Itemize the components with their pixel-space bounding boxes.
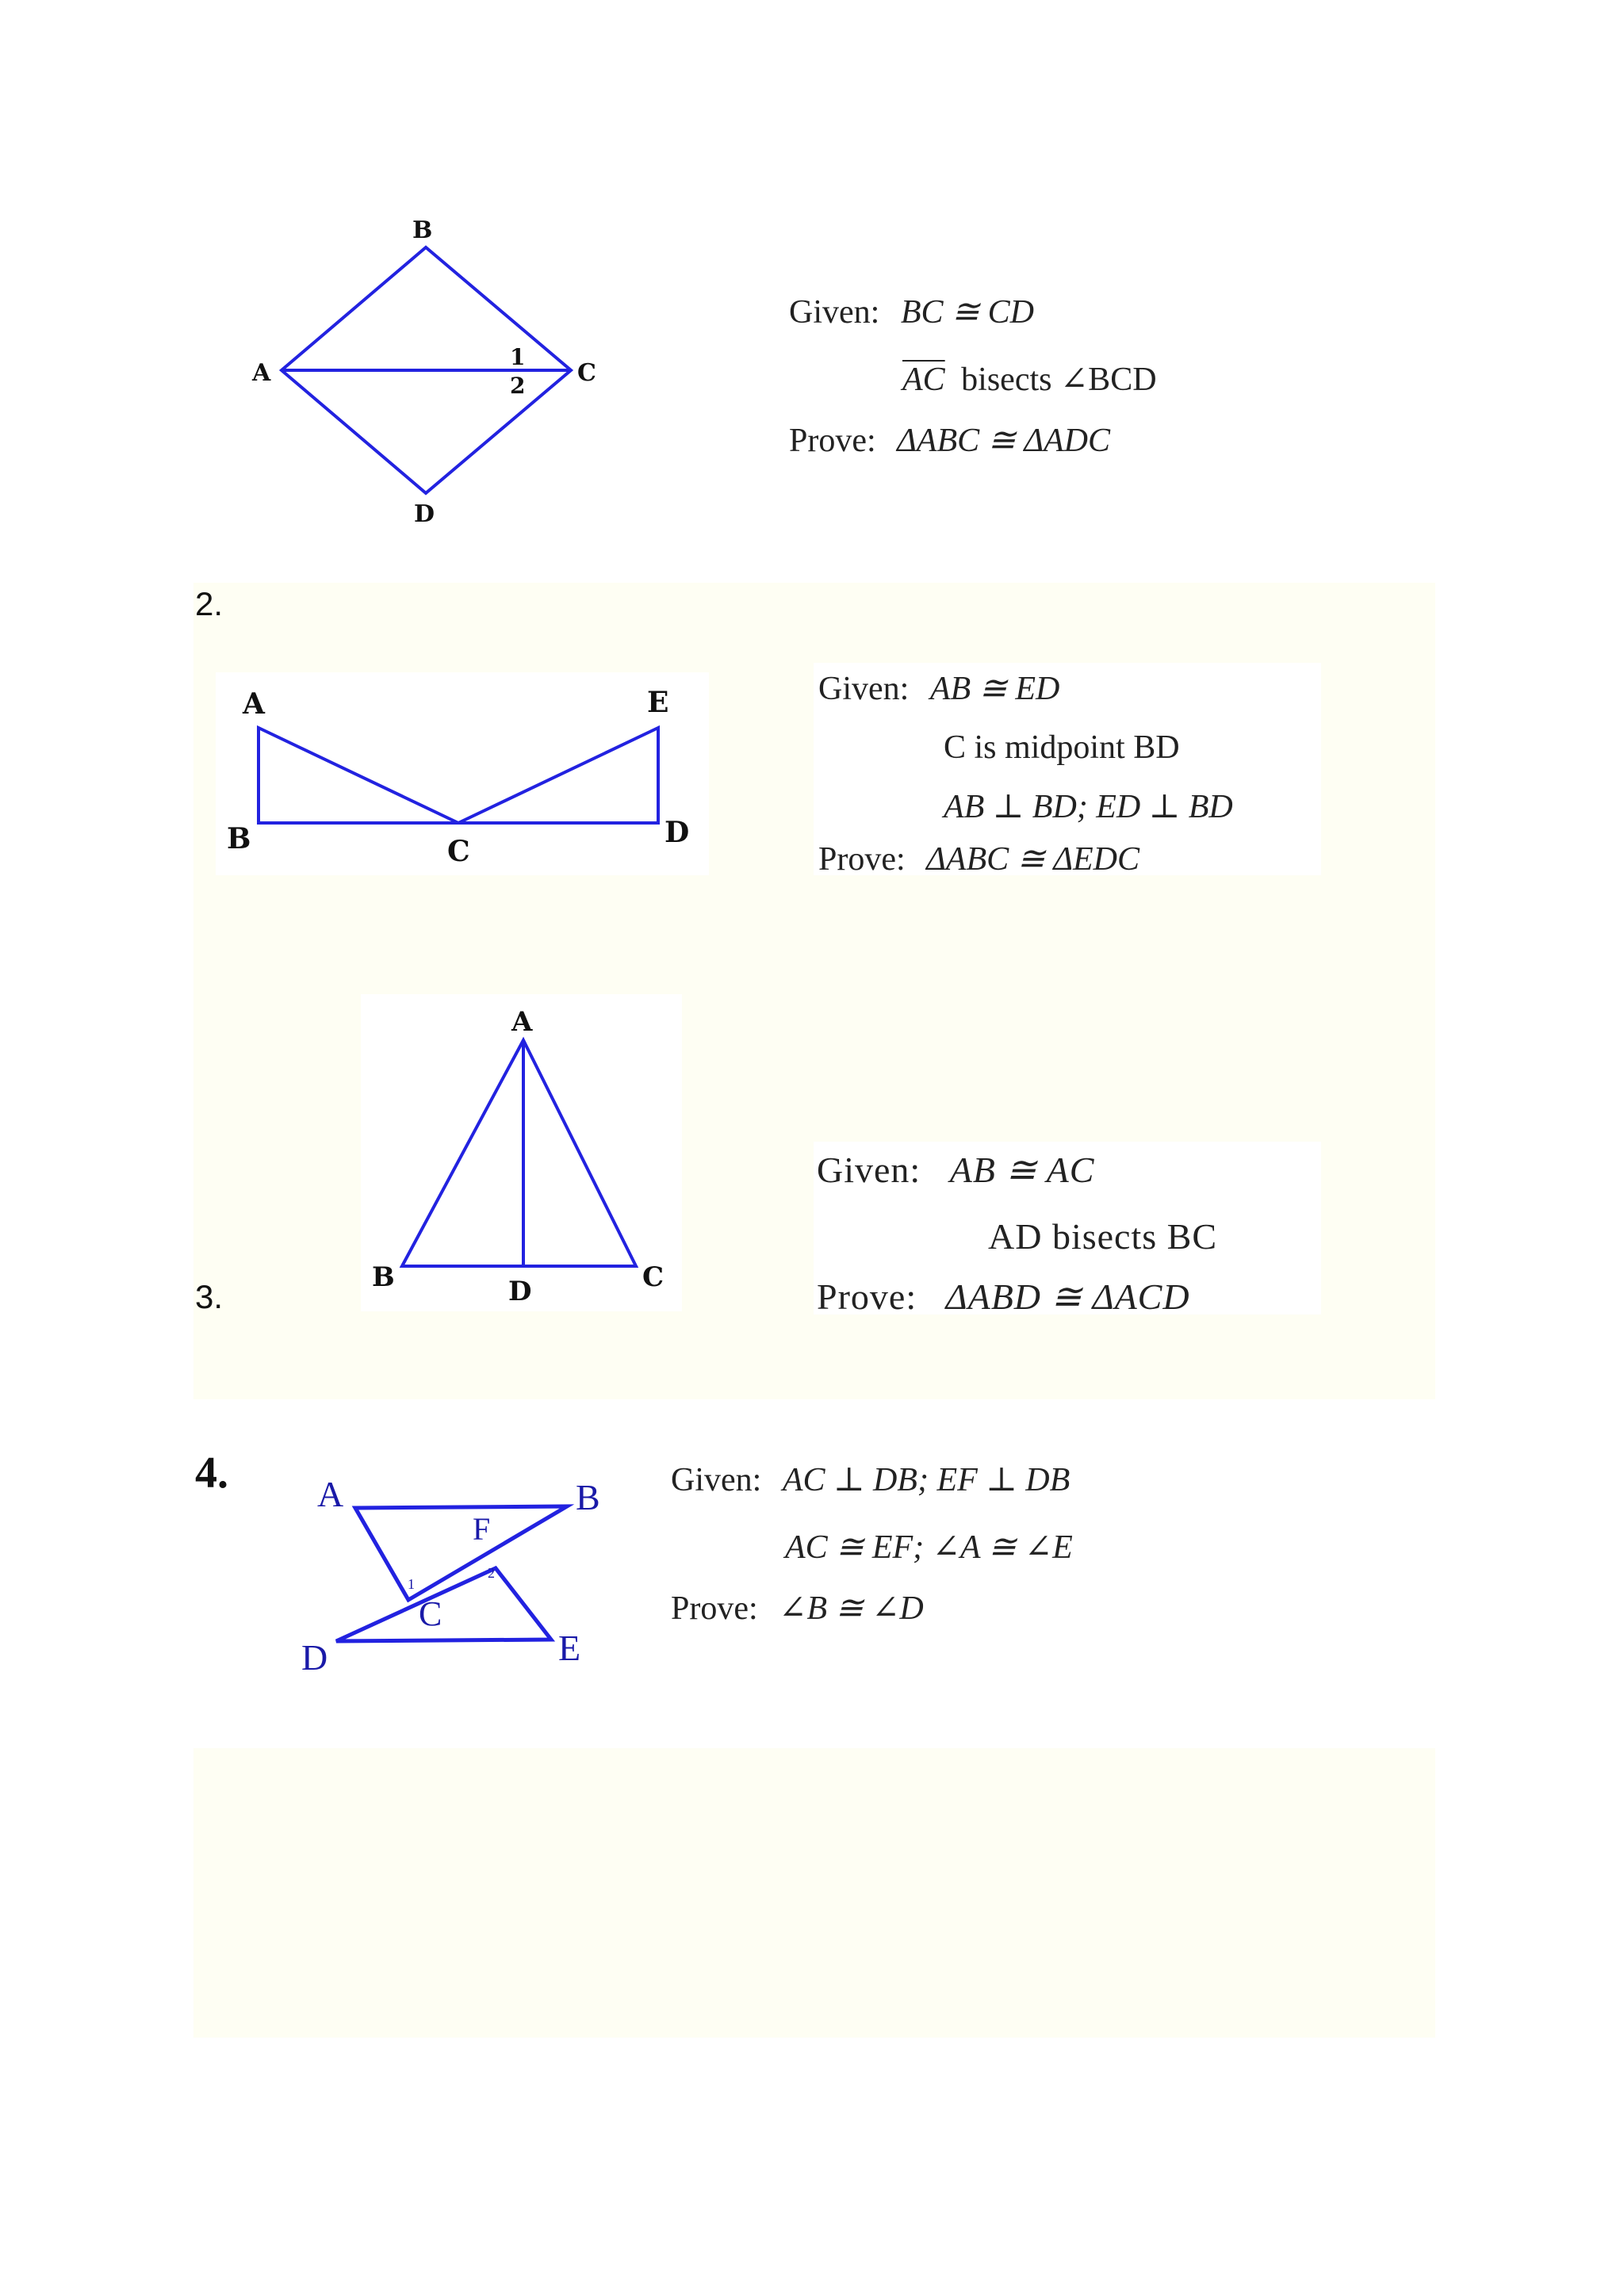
given-label: Given: bbox=[818, 671, 910, 707]
triangle-abc bbox=[259, 728, 458, 823]
figure-2-triangles bbox=[216, 672, 709, 875]
given-line-1: AB ≅ AC bbox=[949, 1150, 1095, 1190]
vertex-label-d: D bbox=[301, 1637, 328, 1678]
vertex-label-c: C bbox=[577, 359, 596, 387]
angle-label-2: 2 bbox=[488, 1565, 495, 1581]
vertex-label-c: C bbox=[447, 835, 470, 868]
vertex-label-d: D bbox=[665, 816, 690, 849]
given-line-2: AC ≅ EF; ∠A ≅ ∠E bbox=[785, 1529, 1073, 1566]
prove-statement: ΔABC ≅ ΔADC bbox=[897, 423, 1110, 459]
vertex-label-a: A bbox=[511, 1006, 533, 1038]
prove-statement: ΔABD ≅ ΔACD bbox=[945, 1276, 1190, 1317]
vertex-label-a: A bbox=[252, 359, 271, 387]
vertex-label-f: F bbox=[473, 1511, 491, 1547]
problem-number: 3. bbox=[195, 1278, 224, 1315]
vertex-label-a: A bbox=[243, 687, 265, 721]
figure-4-triangles bbox=[293, 1459, 626, 1681]
vertex-label-b: B bbox=[576, 1477, 600, 1517]
problem-number: 2. bbox=[195, 585, 224, 622]
vertex-label-e: E bbox=[647, 686, 669, 719]
prove-label: Prove: bbox=[671, 1590, 758, 1627]
given-label: Given: bbox=[789, 294, 880, 331]
vertex-label-e: E bbox=[558, 1628, 581, 1668]
angle-label-2: 2 bbox=[510, 373, 526, 399]
vertex-label-d: D bbox=[414, 500, 435, 528]
vertex-label-a: A bbox=[317, 1474, 344, 1514]
prove-label: Prove: bbox=[789, 423, 876, 459]
given-line-2: bisects ∠BCD bbox=[961, 362, 1157, 398]
vertex-label-b: B bbox=[372, 1261, 395, 1293]
prove-label: Prove: bbox=[817, 1276, 917, 1317]
prove-statement: ΔABC ≅ ΔEDC bbox=[926, 841, 1139, 878]
vertex-label-b: B bbox=[227, 822, 251, 855]
given-line-2: AD bisects BC bbox=[988, 1216, 1217, 1257]
vertex-label-c: C bbox=[419, 1594, 442, 1633]
triangle-edc bbox=[458, 728, 658, 823]
triangle-abc bbox=[402, 1040, 636, 1266]
given-line-1: AC ⊥ DB; EF ⊥ DB bbox=[782, 1462, 1071, 1498]
given-line-1: AB ≅ ED bbox=[929, 671, 1060, 707]
figure-1-kite bbox=[238, 206, 619, 539]
given-label: Given: bbox=[817, 1150, 921, 1190]
vertex-label-c: C bbox=[642, 1261, 665, 1293]
prove-statement: ∠B ≅ ∠D bbox=[779, 1590, 924, 1627]
problem-number: 4. bbox=[195, 1448, 228, 1498]
given-line-2: C is midpoint BD bbox=[944, 729, 1180, 766]
vertex-label-d: D bbox=[508, 1276, 532, 1307]
given-line-1: BC ≅ CD bbox=[900, 294, 1035, 331]
figure-3-triangle bbox=[361, 994, 682, 1311]
given-label: Given: bbox=[671, 1462, 762, 1498]
given-segment-ac: $\overline{AC}$ bbox=[902, 362, 945, 398]
prove-label: Prove: bbox=[818, 841, 906, 878]
angle-label-1: 1 bbox=[510, 344, 526, 370]
angle-label-1: 1 bbox=[408, 1576, 415, 1592]
vertex-label-b: B bbox=[412, 216, 433, 244]
given-line-3: AB ⊥ BD; ED ⊥ BD bbox=[944, 789, 1233, 825]
problem-4-background bbox=[193, 1748, 1435, 2038]
